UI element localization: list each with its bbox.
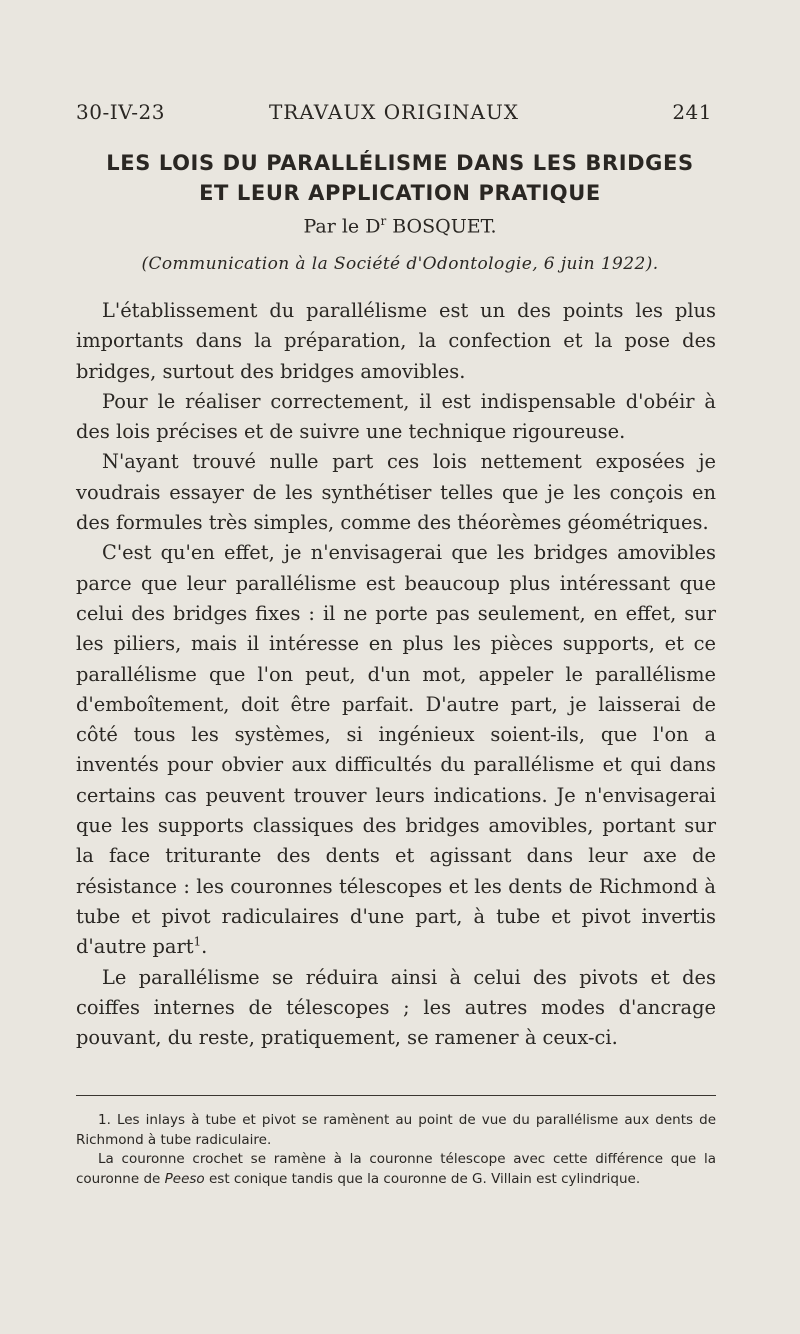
running-head [76,100,712,130]
article-title [60,148,740,208]
author-prefix: Par le D [303,215,381,238]
footnotes [76,1111,716,1189]
paragraph-5: Le parallélisme se réduira ainsi à celui des pivots et des coiffes internes de télescopes ; les autres modes d'ancrage pouvant, du reste, pratiquement, se ramener à ceux-ci. [76,965,716,1050]
page-number: 241 [672,100,712,124]
communication-note: (Communication à la Société d'Odontologie, 6 juin 1922). [141,254,659,274]
footnote-rule [76,1095,716,1096]
paragraph-4 [76,538,716,962]
footnote-2-after: est conique tandis que la couronne de G. Villain est cylindrique. [204,1170,641,1187]
author-name: BOSQUET. [386,215,497,238]
footnote-2 [76,1150,716,1189]
footnote-marker: 1 [193,934,202,949]
title-line-2: ET LEUR APPLICATION PRATIQUE [199,181,601,205]
header-section: TRAVAUX ORIGINAUX [268,100,520,124]
paragraph-3: N'ayant trouvé nulle part ces lois nettement exposées je voudrais essayer de les synthétiser telles que je les conçois en des formules très simples, comme des théorèmes géométriques. [76,450,716,535]
footnote-2-before: La couronne crochet se ramène à la couronne télescope avec cette différence que la couronne de [76,1151,716,1187]
footnote-1: 1. Les inlays à tube et pivot se ramènent au point de vue du parallélisme aux dents de Richmond à tube radiculaire. [76,1112,716,1148]
header-date: 30-IV-23 [76,100,165,124]
paragraph-2: Pour le réaliser correctement, il est indispensable d'obéir à des lois précises et de suivre une technique rigoureuse. [76,389,716,444]
paragraph-4-end: . [201,935,208,959]
author-line [0,214,800,237]
title-line-1: LES LOIS DU PARALLÉLISME DANS LES BRIDGES [106,151,694,175]
author-title-sup: r [380,214,387,228]
paragraph-4-text: C'est qu'en effet, je n'envisagerai que les bridges amovibles parce que leur parallélisme est beaucoup plus intéressant que celui des bridges fixes : il ne porte pas seulement, en effet, sur les piliers, mais il intéresse en plus les pièces supports, et ce parallélisme que l'on peut, d'un mot, appeler le parallélisme d'emboîtement, doit être parfait. D'autre part, je laisserai de côté tous les systèmes, si ingénieux soient-ils, que l'on a inventés pour obvier aux difficultés du parallélisme et qui dans certains cas peuvent trouver leurs indications. Je n'envisagerai que les supports classiques des bridges amovibles, portant sur la face triturante des dents et agissant dans leur axe de résistance : les couronnes télescopes et les dents de Richmond à tube et pivot radiculaires d'une part, à tube et pivot invertis d'autre part [76,541,716,959]
footnote-2-peeso: Peeso [164,1170,205,1187]
paragraph-1: L'établissement du parallélisme est un des points les plus importants dans la préparation, la confection et la pose des bridges, surtout des bridges amovibles. [76,299,716,383]
article-body [76,296,716,1053]
